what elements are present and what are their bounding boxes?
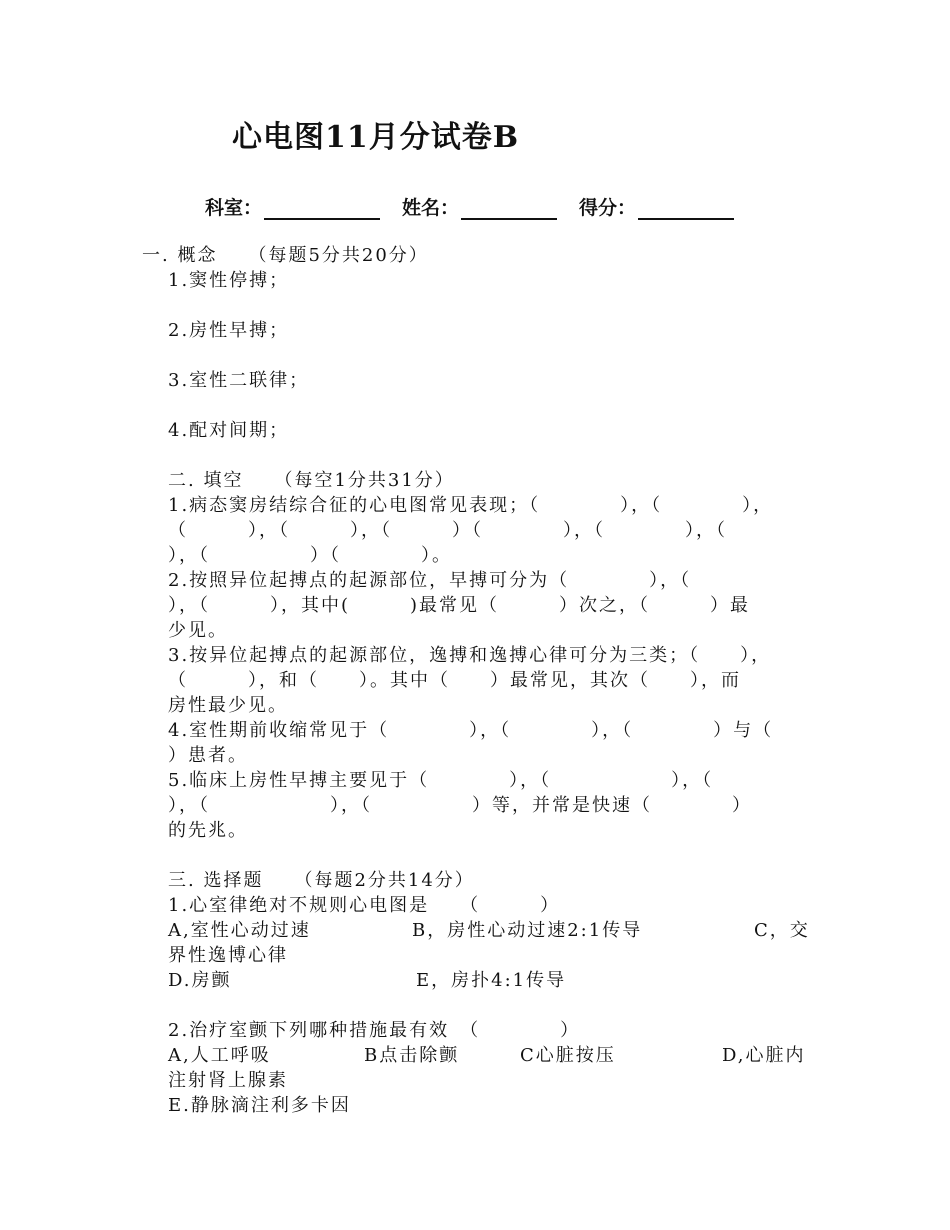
- option-d: D.房颤: [168, 970, 232, 991]
- question-text: 少见。: [168, 620, 228, 641]
- question-text: 的先兆。: [168, 820, 248, 841]
- option-b: B点击除颤: [364, 1045, 460, 1066]
- option-c: C，交: [754, 920, 810, 941]
- question-stem: 1.心室律绝对不规则心电图是 （ ）: [168, 895, 561, 916]
- section-heading-multiple-choice: 三. 选择题 （每题2分共14分）: [168, 870, 475, 891]
- option-row: [168, 1043, 814, 1068]
- dept-blank[interactable]: [264, 198, 380, 220]
- question-text: （ ），（ ），（ ）（ ），（ ），（: [168, 520, 727, 541]
- exam-title: 心电图11月分试卷B: [232, 120, 520, 155]
- option-e: E.静脉滴注利多卡因: [168, 1095, 351, 1116]
- question-text: （ ），和（ ）。其中（ ）最常见，其次（ ），而: [168, 670, 741, 691]
- option-a: A,人工呼吸: [168, 1045, 271, 1066]
- option-c: C心脏按压: [520, 1045, 616, 1066]
- question-text: 5.临床上房性早搏主要见于（ ），（ ），（: [168, 770, 714, 791]
- question-text: ），（ ）（ ）。: [168, 545, 452, 566]
- option-e: E，房扑4:1传导: [416, 970, 567, 991]
- question-text: 1.病态窦房结综合征的心电图常见表现；（ ），（ ），: [168, 495, 774, 516]
- option-row: [168, 968, 814, 993]
- question-text: 注射肾上腺素: [168, 1070, 288, 1091]
- question-text: 4.室性期前收缩常见于（ ），（ ），（ ）与（: [168, 720, 774, 741]
- question-text: ），（ ），其中( )最常见（ ）次之，（ ）最: [168, 595, 751, 616]
- question-text: 3.室性二联律；: [168, 370, 310, 391]
- question-text: 1.窦性停搏；: [168, 270, 290, 291]
- section-heading-concepts: 一. 概念 （每题5分共20分）: [142, 245, 429, 266]
- exam-content: [142, 243, 814, 1118]
- question-text: ），（ ），（ ）等，并常是快速（ ）: [168, 795, 752, 816]
- option-a: A,室性心动过速: [168, 920, 311, 941]
- option-b: B，房性心动过速2:1传导: [412, 920, 643, 941]
- question-stem: 2.治疗室颤下列哪种措施最有效 （ ）: [168, 1020, 581, 1041]
- question-text: 房性最少见。: [168, 695, 288, 716]
- question-text: ）患者。: [168, 745, 248, 766]
- score-label: 得分：: [579, 197, 637, 219]
- score-blank[interactable]: [638, 198, 734, 220]
- question-text: 3.按异位起搏点的起源部位，逸搏和逸搏心律可分为三类；（ ），: [168, 645, 772, 666]
- question-text: 2.房性早搏；: [168, 320, 290, 341]
- name-label: 姓名：: [402, 197, 460, 219]
- name-blank[interactable]: [461, 198, 557, 220]
- question-text: 2.按照异位起搏点的起源部位，早搏可分为（ ），（: [168, 570, 692, 591]
- header-fields: [205, 193, 734, 220]
- option-row: [168, 918, 814, 943]
- question-text: 4.配对间期；: [168, 420, 290, 441]
- section-heading-fill-blank: 二. 填空 （每空1分共31分）: [168, 470, 455, 491]
- option-d: D,心脏内: [722, 1045, 806, 1066]
- question-text: 界性逸博心律: [168, 945, 288, 966]
- dept-label: 科室：: [205, 197, 263, 219]
